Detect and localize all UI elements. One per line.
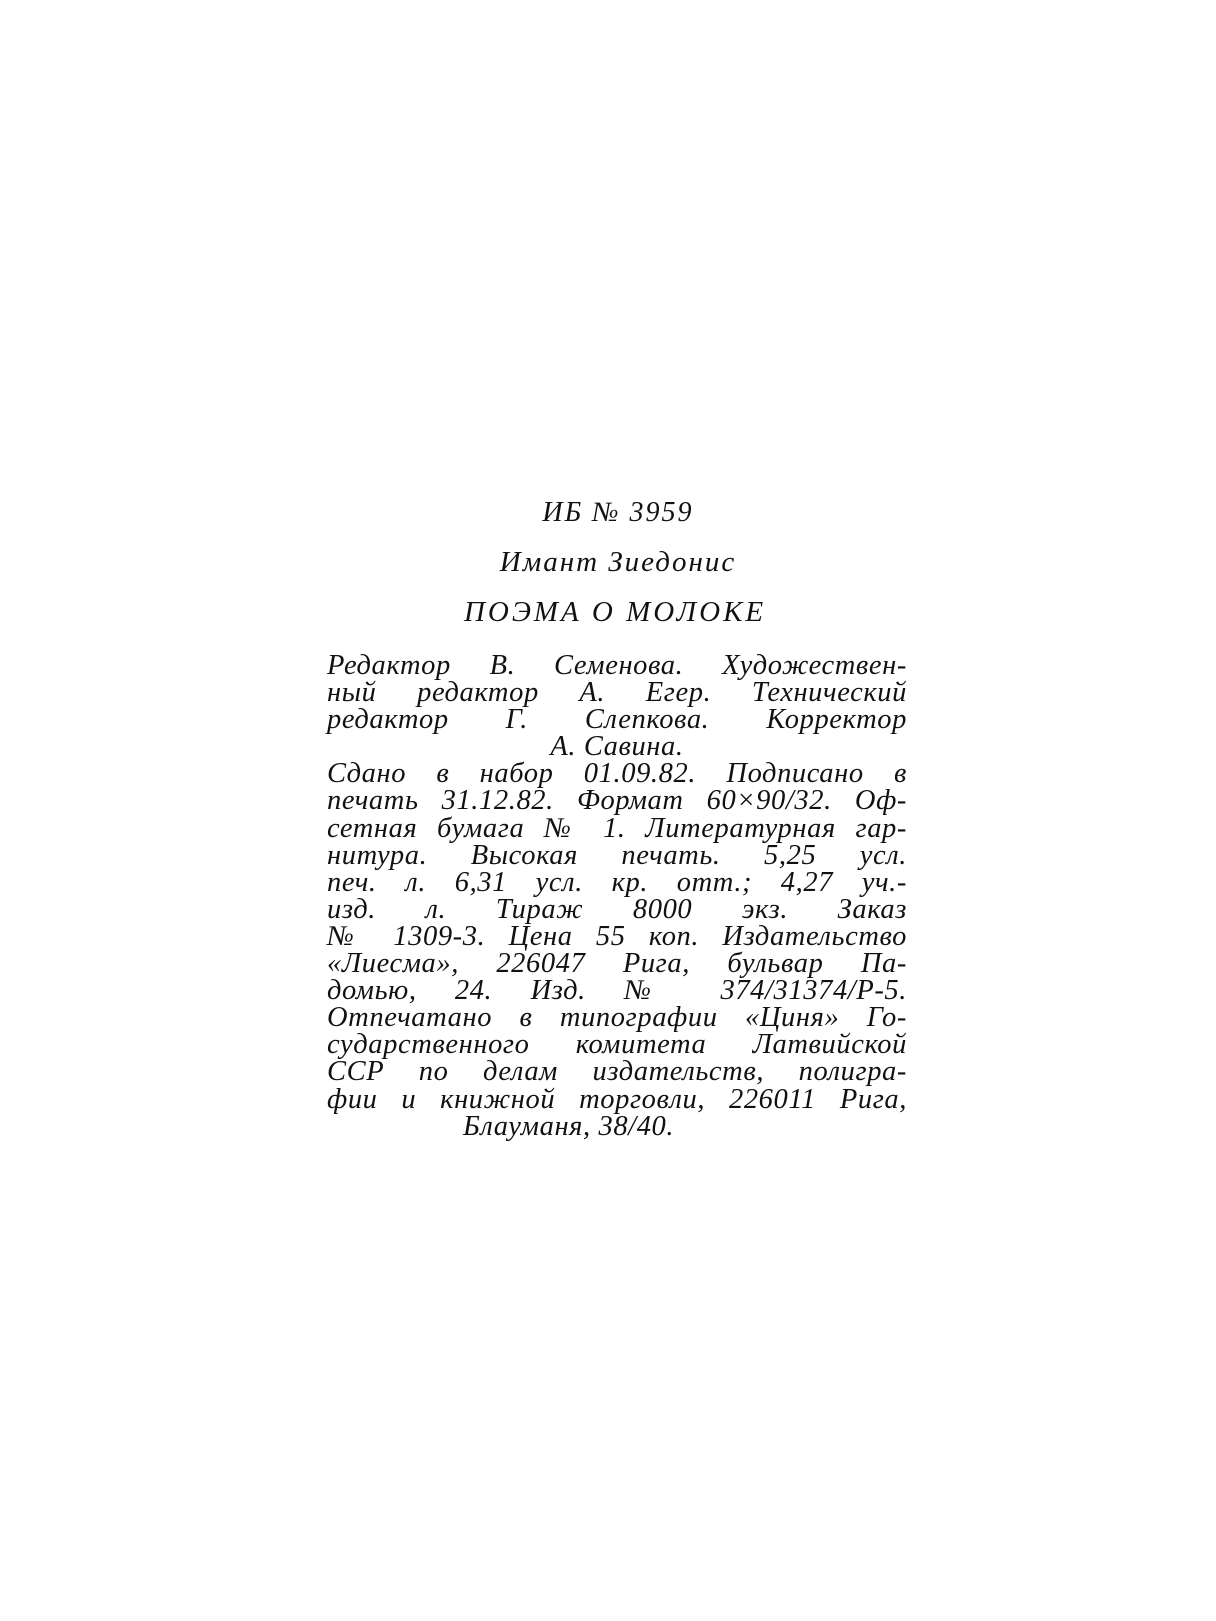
colophon-line: А. Савина. (550, 731, 684, 763)
colophon-line: Блауманя, 38/40. (463, 1110, 675, 1142)
colophon-line: нитура. Высокая печать. 5,25 усл. (327, 839, 907, 871)
colophon-line: печ. л. 6,31 усл. кр. отт.; 4,27 уч.- (327, 866, 907, 898)
colophon-line: Редактор В. Семенова. Художествен- (327, 650, 907, 681)
colophon-line: № 1309-3. Цена 55 коп. Издательство (327, 920, 907, 952)
colophon-line: фии и книжной торговли, 226011 Рига, (327, 1083, 907, 1115)
ib-number: ИБ № 3959 (542, 497, 694, 528)
colophon-line: изд. л. Тираж 8000 экз. Заказ (327, 893, 907, 925)
book-title: ПОЭМА О МОЛОКЕ (463, 596, 767, 628)
colophon-line: печать 31.12.82. Формат 60×90/32. Оф- (327, 785, 907, 817)
colophon-line: «Лиесма», 226047 Рига, бульвар Па- (327, 948, 907, 980)
colophon-block (327, 652, 907, 1140)
colophon-line: сетная бумага № 1. Литературная гар- (327, 812, 907, 844)
author-name: Имант Зиедонис (499, 546, 737, 578)
colophon-line: ССР по делам издательств, полигра- (327, 1056, 907, 1088)
colophon-line: редактор Г. Слепкова. Корректор (327, 704, 907, 736)
colophon-line: домью, 24. Изд. № 374/31374/Р-5. (327, 975, 907, 1007)
colophon-line: Сдано в набор 01.09.82. Подписано в (327, 758, 907, 790)
colophon-line: Отпечатано в типографии «Циня» Го- (327, 1002, 907, 1034)
colophon-line: сударственного комитета Латвийской (327, 1029, 907, 1061)
colophon-line: ный редактор А. Егер. Технический (327, 677, 907, 709)
